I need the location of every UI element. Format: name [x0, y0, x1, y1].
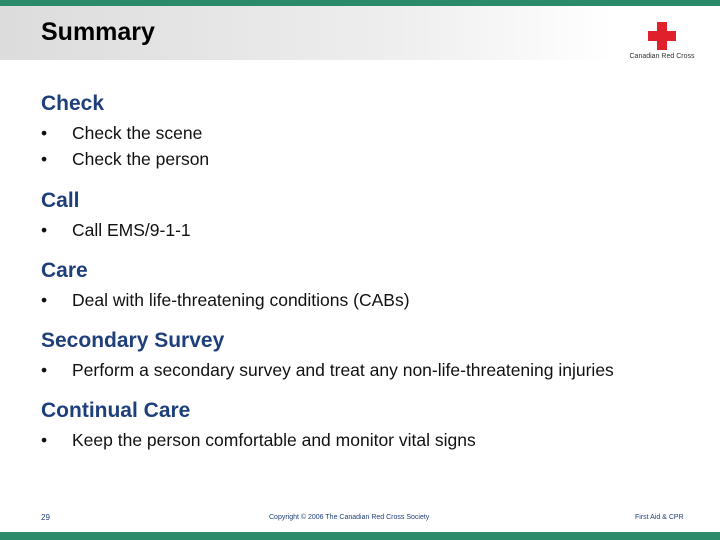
- list-item: • Deal with life-threatening conditions (CABs): [41, 287, 410, 313]
- section-continual-care: [41, 399, 476, 453]
- bullet-list: [41, 357, 614, 383]
- bullet-icon: •: [41, 430, 48, 450]
- footer-course-name: First Aid & CPR: [635, 514, 684, 521]
- bullet-list: [41, 427, 476, 453]
- red-cross-logo: [622, 18, 702, 64]
- list-item: • Perform a secondary survey and treat any non-life-threatening injuries: [41, 357, 614, 383]
- section-call: [41, 189, 191, 243]
- section-secondary-survey: [41, 329, 614, 383]
- section-heading: Continual Care: [41, 399, 191, 422]
- bullet-list: [41, 120, 209, 172]
- logo-text: Canadian Red Cross: [629, 53, 695, 60]
- bullet-list: [41, 287, 410, 313]
- bullet-icon: •: [41, 220, 48, 240]
- bullet-icon: •: [41, 290, 48, 310]
- footer-copyright: Copyright © 2006 The Canadian Red Cross Society: [269, 514, 430, 521]
- bottom-accent-band: [0, 532, 720, 540]
- section-heading: Call: [41, 189, 80, 212]
- section-heading: Secondary Survey: [41, 329, 225, 352]
- section-heading: Check: [41, 92, 105, 115]
- list-item: • Call EMS/9-1-1: [41, 217, 191, 243]
- section-heading: Care: [41, 259, 88, 282]
- slide-title: Summary: [41, 18, 155, 46]
- bullet-icon: •: [41, 123, 48, 143]
- list-item: • Keep the person comfortable and monitor vital signs: [41, 427, 476, 453]
- bullet-icon: •: [41, 360, 48, 380]
- list-item: • Check the scene: [41, 120, 209, 146]
- page-number: 29: [41, 513, 50, 522]
- list-item: • Check the person: [41, 146, 209, 172]
- section-care: [41, 259, 410, 313]
- bullet-icon: •: [41, 149, 48, 169]
- bullet-list: [41, 217, 191, 243]
- red-cross-icon: [648, 22, 676, 50]
- section-check: [41, 92, 209, 172]
